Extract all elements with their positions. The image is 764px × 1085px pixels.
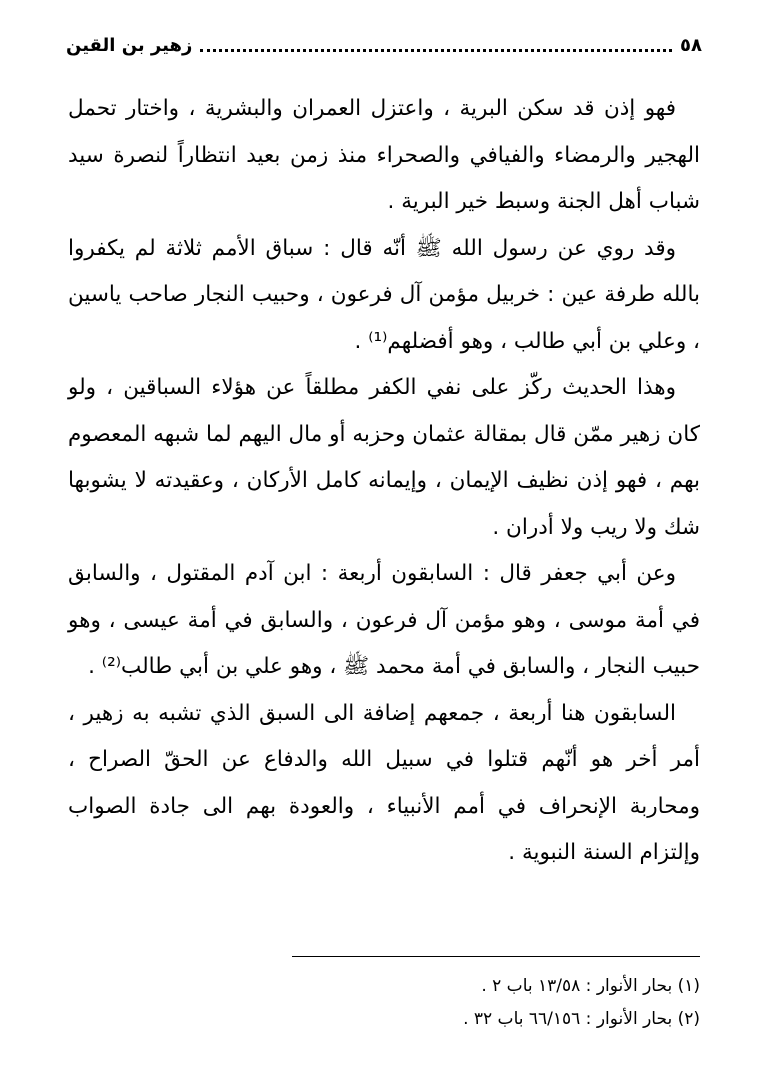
paragraph: فهو إذن قد سكن البرية ، واعتزل العمران والبشرية ، واختار تحمل الهجير والرمضاء والفيافي والصحراء منذ زمن بعيد انتظاراً لنصرة سيد شباب أهل الجنة وسبط خير البرية . [68, 96, 700, 214]
main-text [68, 86, 700, 877]
footnotes [68, 970, 700, 1036]
paragraph: وقد روي عن رسول الله ﷺ أنّه قال : سباق الأمم ثلاثة لم يكفروا بالله طرفة عين : خربيل مؤمن آل فرعون ، وحبيب النجار صاحب ياسين ، وعلي بن أبي طالب ، وهو أفضلهم⁽¹⁾ . [68, 235, 700, 354]
footnote-divider [292, 956, 700, 957]
footnote: (١) بحار الأنوار : ١٣/٥٨ باب ٢ . [481, 976, 700, 996]
page-number: ٥٨ [680, 34, 702, 56]
running-header [66, 30, 702, 60]
paragraph: وهذا الحديث ركّز على نفي الكفر مطلقاً عن هؤلاء السباقين ، ولو كان زهير ممّن قال بمقالة عثمان وحزبه أو مال اليهم لما شبهه المعصوم بهم ، فهو إذن نظيف الإيمان ، وإيمانه كامل الأركان ، وعقيدته لا يشوبها شك ولا ريب ولا أدران . [68, 375, 700, 540]
dotted-leader [200, 49, 672, 52]
paragraph: السابقون هنا أربعة ، جمعهم إضافة الى السبق الذي تشبه به زهير ، أمر أخر هو أنّهم قتلوا في سبيل الله والدفاع عن الحقّ الصراح ، ومحاربة الإنحراف في أمم الأنبياء ، والعودة بهم الى جادة الصواب وإلتزام السنة النبوية . [68, 700, 700, 865]
paragraph: وعن أبي جعفر قال : السابقون أربعة : ابن آدم المقتول ، والسابق في أمة موسى ، وهو مؤمن آل فرعون ، والسابق في أمة عيسى ، وهو حبيب النجار ، والسابق في أمة محمد ﷺ ، وهو علي بن أبي طالب⁽²⁾ . [68, 561, 700, 679]
footnote: (٢) بحار الأنوار : ٦٦/١٥٦ باب ٣٢ . [463, 1009, 700, 1029]
chapter-title: زهير بن القين [66, 34, 193, 56]
